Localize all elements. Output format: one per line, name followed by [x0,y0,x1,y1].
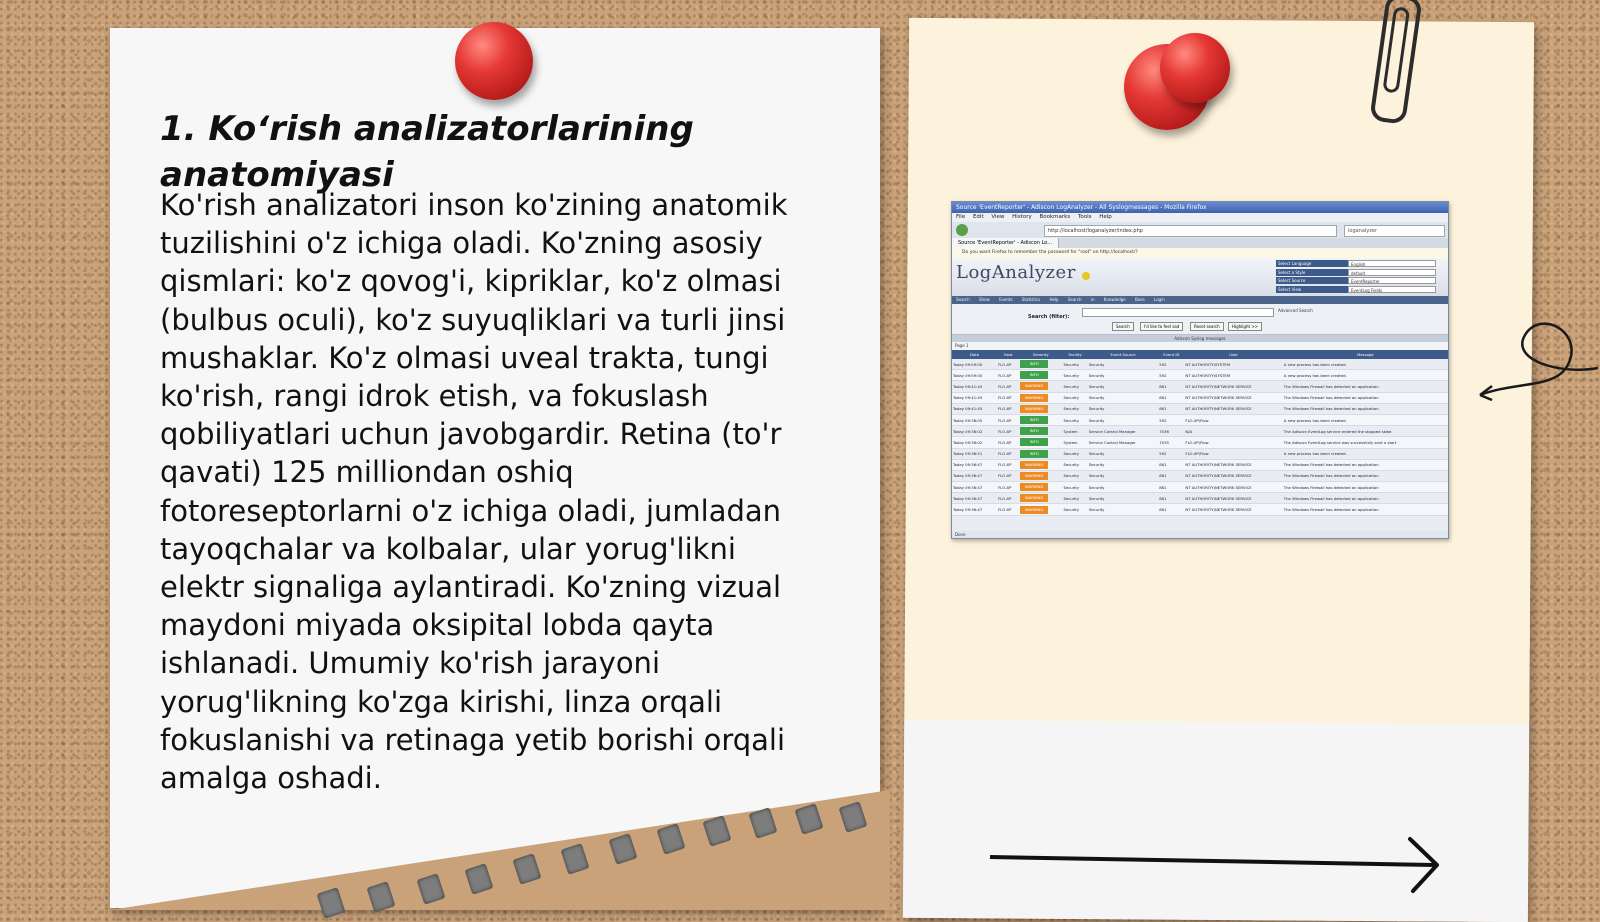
reset-search-button: Reset search [1190,322,1224,331]
table-cell: Security [1088,482,1158,493]
table-cell: Today 09:41:45 [952,403,997,414]
table-cell: FLO-XP [997,426,1019,437]
select-language: Select Language English [1276,260,1436,267]
table-cell: FLO-XP [997,470,1019,481]
table-cell: Security [1062,482,1087,493]
browser-menu-bar: File Edit View History Bookmarks Tools Help [952,213,1448,222]
table-cell: 592 [1158,414,1184,425]
table-cell: Security [1088,381,1158,392]
table-row [952,403,1448,414]
table-row [952,482,1448,493]
table-cell [1019,403,1062,414]
table-cell: FLO-XP\Flow [1184,437,1282,448]
table-cell: Security [1062,392,1087,403]
search-input [1082,308,1274,317]
table-cell: A new process has been created. [1283,359,1448,370]
select-style: Select a Style default [1276,269,1436,276]
password-info-bar: Do you want Firefox to remember the password for "root" on http://localhost/? [952,248,1448,258]
table-cell: FLO-XP [997,448,1019,459]
table-cell: Security [1062,493,1087,504]
table-cell: Today 09:36:47 [952,459,997,470]
table-cell: A new process has been created. [1283,414,1448,425]
table-cell: FLO-XP [997,403,1019,414]
table-cell: FLO-XP\Flow [1184,448,1282,459]
table-cell: Today 09:36:47 [952,470,997,481]
severity-badge: WARNING [1020,472,1048,480]
table-cell: 861 [1158,403,1184,414]
severity-badge: INFO [1020,427,1048,435]
table-cell: NT AUTHORITY\NETWORK SERVICE [1184,504,1282,515]
table-cell: 861 [1158,381,1184,392]
table-cell: Security [1088,504,1158,515]
table-cell: The Windows Firewall has detected an application [1283,470,1448,481]
table-cell: The Windows Firewall has detected an application [1283,459,1448,470]
table-row [952,470,1448,481]
table-cell: N/A [1184,426,1282,437]
table-cell [1019,482,1062,493]
column-header: Event ID [1158,350,1184,359]
table-cell: 861 [1158,482,1184,493]
table-cell: 7036 [1158,426,1184,437]
table-cell: The Windows Firewall has detected an application [1283,403,1448,414]
table-cell: Security [1062,448,1087,459]
severity-badge: INFO [1020,360,1048,368]
severity-badge: WARNING [1020,405,1048,413]
table-cell: NT AUTHORITY\NETWORK SERVICE [1184,403,1282,414]
table-cell: NT AUTHORITY\SYSTEM [1184,359,1282,370]
table-cell: 7035 [1158,437,1184,448]
browser-status-bar: Done [952,531,1449,538]
table-cell: Today 09:38:05 [952,414,997,425]
table-cell: System [1062,426,1087,437]
header-selects [1276,260,1436,294]
table-cell: A new process has been created. [1283,370,1448,381]
table-row [952,381,1448,392]
table-cell [1019,459,1062,470]
select-view: Select View EventLog Fields [1276,286,1436,293]
table-cell: Service Control Manager [1088,437,1158,448]
table-cell: NT AUTHORITY\NETWORK SERVICE [1184,493,1282,504]
select-source: Select Source EventReporter [1276,277,1436,284]
table-cell: 861 [1158,459,1184,470]
table-cell [1019,437,1062,448]
severity-badge: WARNING [1020,461,1048,469]
search-panel [952,304,1448,335]
table-cell: 861 [1158,504,1184,515]
table-cell [1019,493,1062,504]
pushpin-icon [1160,33,1230,103]
table-cell: FLO-XP [997,482,1019,493]
table-cell: Today 09:36:02 [952,437,997,448]
table-cell: Today 09:36:51 [952,448,997,459]
table-cell: Security [1088,414,1158,425]
search-label: Search (filter): [1028,314,1070,320]
loganalyzer-header [952,258,1448,296]
logo-dot-icon [1082,272,1090,280]
column-header: Facility [1062,350,1087,359]
column-header: Severity [1019,350,1062,359]
table-cell: FLO-XP [997,392,1019,403]
table-cell: The Windows Firewall has detected an application [1283,504,1448,515]
table-row [952,437,1448,448]
table-cell: A new process has been created. [1283,448,1448,459]
table-cell: FLO-XP [997,414,1019,425]
table-cell: Service Control Manager [1088,426,1158,437]
table-cell: FLO-XP [997,459,1019,470]
table-cell: System [1062,437,1087,448]
table-cell: Security [1088,493,1158,504]
severity-badge: WARNING [1020,394,1048,402]
curl-arrow-icon [1470,300,1600,410]
feel-sad-button: I'd like to feel sad [1140,322,1183,331]
browser-search-field: loganalyzer [1344,225,1445,237]
table-cell: Security [1062,403,1087,414]
browser-nav-bar [952,222,1448,238]
log-table [952,350,1448,516]
advanced-search-link: Advanced Search [1278,308,1313,313]
table-cell: The Windows Firewall has detected an application [1283,493,1448,504]
loganalyzer-toolbar: Search Show Events Statistics Help Search in Knowledge Base Login [952,296,1448,304]
table-cell [1019,381,1062,392]
severity-badge: WARNING [1020,506,1048,514]
table-row [952,370,1448,381]
severity-badge: INFO [1020,438,1048,446]
back-icon [956,224,968,236]
table-row [952,359,1448,370]
table-cell [1019,414,1062,425]
table-cell: Security [1088,370,1158,381]
severity-badge: WARNING [1020,494,1048,502]
table-cell: Today 09:36:47 [952,482,997,493]
table-cell: 592 [1158,359,1184,370]
table-cell: Security [1062,459,1087,470]
table-row [952,426,1448,437]
column-header: Message [1283,350,1448,359]
table-cell: The Windows Firewall has detected an application [1283,392,1448,403]
embedded-screenshot [951,201,1449,539]
table-cell: Security [1062,370,1087,381]
table-cell: Today 09:41:45 [952,381,997,392]
severity-badge: INFO [1020,371,1048,379]
table-cell: 861 [1158,470,1184,481]
severity-badge: INFO [1020,416,1048,424]
table-cell: Security [1088,392,1158,403]
browser-title-bar: Source 'EventReporter' - Adiscon LogAnalyzer - All Syslogmessages - Mozilla Firefox [952,202,1448,213]
table-row [952,392,1448,403]
browser-tab: Source 'EventReporter' - Adiscon Lo... [952,238,1059,248]
grid-title: Adiscon Syslog messages [952,335,1448,342]
table-cell: 592 [1158,370,1184,381]
table-cell: NT AUTHORITY\SYSTEM [1184,370,1282,381]
table-row [952,504,1448,515]
table-cell: Security [1088,448,1158,459]
table-cell: NT AUTHORITY\NETWORK SERVICE [1184,459,1282,470]
table-cell: Security [1062,414,1087,425]
log-table-body [952,359,1448,515]
table-cell: NT AUTHORITY\NETWORK SERVICE [1184,392,1282,403]
loganalyzer-logo: LogAnalyzer [956,262,1076,283]
table-cell: Today 09:36:47 [952,493,997,504]
table-cell: FLO-XP [997,359,1019,370]
table-cell [1019,470,1062,481]
table-cell: Security [1088,403,1158,414]
table-row [952,459,1448,470]
table-cell: Security [1088,459,1158,470]
table-cell [1019,448,1062,459]
column-header: Host [997,350,1019,359]
table-cell: 861 [1158,392,1184,403]
table-cell: Today 09:36:02 [952,426,997,437]
table-cell: Today 09:59:00 [952,359,997,370]
highlight-button: Highlight >> [1228,322,1262,331]
table-cell: Security [1088,359,1158,370]
column-header: User [1184,350,1282,359]
table-cell: 592 [1158,448,1184,459]
table-cell: Security [1062,470,1087,481]
table-cell [1019,359,1062,370]
table-cell: NT AUTHORITY\NETWORK SERVICE [1184,381,1282,392]
table-cell: FLO-XP [997,493,1019,504]
table-cell: FLO-XP [997,370,1019,381]
arrow-right-icon [985,835,1455,895]
browser-tab-bar [952,238,1448,248]
pager: Page 1 [952,342,1448,350]
table-row [952,448,1448,459]
table-cell: NT AUTHORITY\NETWORK SERVICE [1184,482,1282,493]
table-cell: The Windows Firewall has detected an application [1283,482,1448,493]
table-cell [1019,504,1062,515]
severity-badge: WARNING [1020,382,1048,390]
table-cell: Today 09:59:00 [952,370,997,381]
column-header: Event Source [1088,350,1158,359]
table-cell: Security [1062,381,1087,392]
log-table-header [952,350,1448,359]
table-cell [1019,426,1062,437]
table-cell: The Adiscon EventLog service entered the stopped state. [1283,426,1448,437]
slide-body: Ko'rish analizatori inson ko'zining anatomik tuzilishini o'z ichiga oladi. Ko'zning asosiy qismlari: ko'z qovog'i, kipriklar, ko'z olmasi (bulbus oculi), ko'z suyuqliklari va turli jinsi mushaklar. Ko'z olmasi uveal trakta, tungi ko'rish, rangi idrok etish, va fokuslash qobiliyatlari uchun javobgardir. Retina (to'r qavati) 125 milliondan oshiq fotoreseptorlarni o'z ichiga oladi, jumladan tayoqchalar va kolbalar, ular yorug'likni elektr signaliga aylantiradi. Ko'zning vizual maydoni miyada oksipital lobda qayta ishlanadi. Umumiy ko'rish jarayoni yorug'likning ko'zga kirishi, linza orqali fokuslanishi va retinaga yetib borishi orqali amalga oshadi. [160,188,788,796]
table-cell: Security [1088,470,1158,481]
table-cell: FLO-XP [997,504,1019,515]
search-button: Search [1112,322,1134,331]
table-row [952,414,1448,425]
table-cell: 861 [1158,493,1184,504]
severity-badge: WARNING [1020,483,1048,491]
url-field: http://localhost/loganalyzer/index.php [1044,225,1337,237]
table-cell: FLO-XP\Flow [1184,414,1282,425]
table-cell [1019,392,1062,403]
table-cell: The Adiscon EventLog service was successfully sent a start [1283,437,1448,448]
pushpin-icon [455,22,533,100]
table-cell: The Windows Firewall has detected an application [1283,381,1448,392]
table-cell: Today 09:41:45 [952,392,997,403]
column-header: Date [952,350,997,359]
table-cell: Security [1062,504,1087,515]
table-cell: FLO-XP [997,381,1019,392]
table-cell: NT AUTHORITY\NETWORK SERVICE [1184,470,1282,481]
slide-title: 1. Ko‘rish analizatorlarining anatomiyasi [160,109,694,195]
table-cell: FLO-XP [997,437,1019,448]
severity-badge: INFO [1020,450,1048,458]
table-row [952,493,1448,504]
table-cell [1019,370,1062,381]
table-cell: Today 09:36:47 [952,504,997,515]
table-cell: Security [1062,359,1087,370]
